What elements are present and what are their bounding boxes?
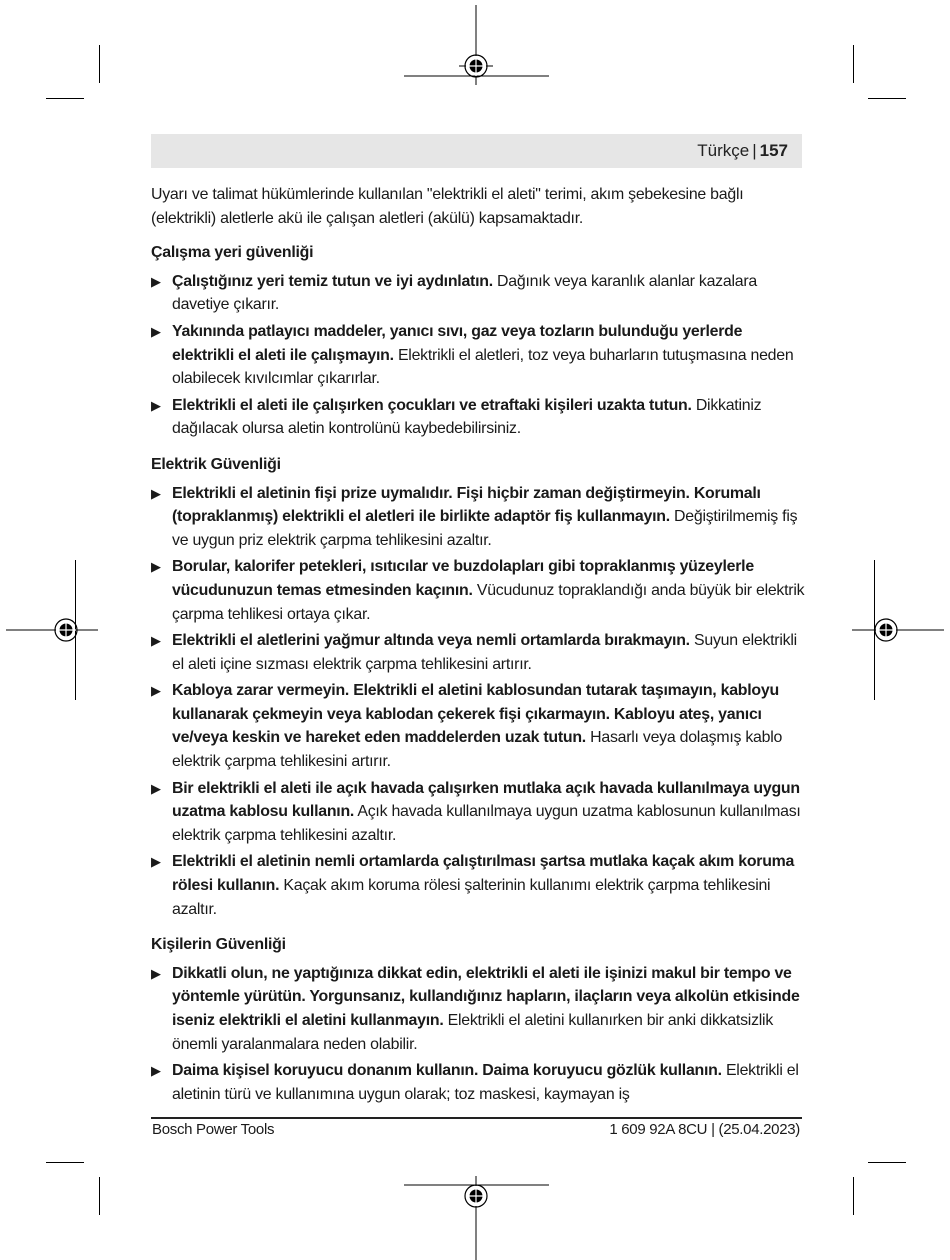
page-header bbox=[151, 134, 802, 168]
instruction-bold: Bir elektrikli el aleti ile açık havada çalışırken mutlaka açık havada kullanılmaya uygun uzatma kablosu kullanın. bbox=[172, 779, 800, 821]
header-language: Türkçe bbox=[697, 141, 750, 160]
crop-mark bbox=[853, 1177, 854, 1215]
registration-mark-icon bbox=[404, 1176, 549, 1260]
instruction-text: Dağınık veya karanlık alanlar kazalara davetiye çıkarır. bbox=[172, 272, 757, 314]
bullet-arrow-icon: ▶ bbox=[151, 397, 161, 413]
bullet-arrow-icon: ▶ bbox=[151, 273, 161, 289]
list-item bbox=[151, 962, 806, 1056]
page-number: 157 bbox=[759, 141, 788, 160]
instruction-bold: Kabloya zarar vermeyin. Elektrikli el aletini kablosundan tutarak taşımayın, kabloyu kullanarak çekmeyin veya kablodan çekerek fişi çıkarmayın. Kabloyu ateş, yanıcı ve/veya keskin ve hareket eden maddelerden uzak tutun. bbox=[172, 682, 779, 747]
intro-paragraph: Uyarı ve talimat hükümlerinde kullanılan "elektrikli el aleti" terimi, akım şebekesine bağlı (elektrikli) aletlerle akü ile çalışan aletleri (akülü) kapsamaktadır. bbox=[151, 186, 744, 227]
instruction-bold: Elektrikli el aletlerini yağmur altında veya nemli ortamlarda bırakmayın. bbox=[172, 632, 690, 650]
crop-mark bbox=[868, 98, 906, 99]
bullet-arrow-icon: ▶ bbox=[151, 323, 161, 339]
list-item bbox=[151, 1059, 806, 1106]
list-item bbox=[151, 679, 806, 773]
bullet-arrow-icon: ▶ bbox=[151, 485, 161, 501]
instruction-bold: Yakınında patlayıcı maddeler, yanıcı sıvı, gaz veya tozların bulunduğu yerlerde elektrikli el aleti ile çalışmayın. bbox=[172, 322, 743, 364]
registration-mark-icon bbox=[404, 5, 549, 85]
list-item bbox=[151, 320, 806, 391]
list-item bbox=[151, 270, 806, 317]
bullet-arrow-icon: ▶ bbox=[151, 633, 161, 649]
bullet-arrow-icon: ▶ bbox=[151, 1063, 161, 1079]
section-heading: Elektrik Güvenliği bbox=[151, 455, 281, 473]
list-item bbox=[151, 394, 806, 441]
instruction-text: Kaçak akım koruma rölesi şalterinin kullanımı elektrik çarpma tehlikesini azaltır. bbox=[172, 877, 771, 918]
page-body bbox=[151, 183, 806, 1118]
crop-mark bbox=[99, 45, 100, 83]
footer-brand: Bosch Power Tools bbox=[152, 1121, 275, 1138]
crop-mark bbox=[868, 1162, 906, 1163]
instruction-text: Hasarlı veya dolaşmış kablo elektrik çarpma tehlikesini artırır. bbox=[172, 729, 783, 771]
list-item bbox=[151, 555, 806, 626]
registration-mark-icon bbox=[6, 606, 98, 654]
bullet-list bbox=[151, 482, 806, 922]
instruction-bold: Çalıştığınız yeri temiz tutun ve iyi aydınlatın. bbox=[172, 272, 493, 290]
instruction-text: Dikkatiniz dağılacak olursa aletin kontrolünü kaybedebilirsiniz. bbox=[172, 396, 762, 438]
section-heading: Kişilerin Güvenliği bbox=[151, 936, 286, 954]
instruction-text: Vücudunuz topraklandığı anda büyük bir elektrik çarpma tehlikesi ortaya çıkar. bbox=[172, 581, 805, 623]
instruction-text: Elektrikli el aletini kullanırken bir anki dikkatsizlik önemli yaralanmalara neden olabilir. bbox=[172, 1012, 774, 1053]
list-item bbox=[151, 777, 806, 848]
crop-mark bbox=[853, 45, 854, 83]
instruction-bold: Dikkatli olun, ne yaptığınıza dikkat edin, elektrikli el aleti ile işinizi makul bir tempo ve yöntemle yürütün. Yorgunsanız, kullandığınız hapların, ilaçların veya alkolün etkisinde iseniz elektrikli el aletini kullanmayın. bbox=[172, 964, 800, 1029]
crop-mark bbox=[99, 1177, 100, 1215]
footer-rule bbox=[151, 1117, 802, 1119]
bullet-arrow-icon: ▶ bbox=[151, 780, 161, 796]
instruction-text: Açık havada kullanılmaya uygun uzatma kablosunun kullanılması elektrik çarpma tehlikesini azaltır. bbox=[172, 803, 801, 844]
instruction-bold: Elektrikli el aleti ile çalışırken çocukları ve etraftaki kişileri uzakta tutun. bbox=[172, 396, 692, 414]
instruction-bold: Daima kişisel koruyucu donanım kullanın. Daima koruyucu gözlük kullanın. bbox=[172, 1062, 722, 1080]
bullet-arrow-icon: ▶ bbox=[151, 559, 161, 575]
bullet-arrow-icon: ▶ bbox=[151, 965, 161, 981]
instruction-bold: Elektrikli el aletinin fişi prize uymalıdır. Fişi hiçbir zaman değiştirmeyin. Korumalı (topraklanmış) elektrikli el aletleri ile birlikte adaptör fiş kullanmayın. bbox=[172, 484, 761, 526]
crop-mark bbox=[46, 98, 84, 99]
section-heading: Çalışma yeri güvenliği bbox=[151, 244, 314, 262]
instruction-text: Suyun elektrikli el aleti içine sızması elektrik çarpma tehlikesini artırır. bbox=[172, 632, 797, 673]
crop-mark bbox=[46, 1162, 84, 1163]
instruction-text: Elektrikli el aletleri, toz veya buharların tutuşmasına neden olabilecek kıvılcımlar çıkarırlar. bbox=[172, 346, 794, 388]
bullet-arrow-icon: ▶ bbox=[151, 854, 161, 870]
bullet-list bbox=[151, 270, 806, 441]
instruction-bold: Elektrikli el aletinin nemli ortamlarda çalıştırılması şartsa mutlaka kaçak akım koruma rölesi kullanın. bbox=[172, 853, 795, 895]
instruction-text: Değiştirilmemiş fiş ve uygun priz elektrik çarpma tehlikesini azaltır. bbox=[172, 508, 798, 549]
bullet-arrow-icon: ▶ bbox=[151, 683, 161, 699]
registration-mark-icon bbox=[852, 606, 944, 654]
safety-sections bbox=[151, 241, 806, 1106]
list-item bbox=[151, 482, 806, 553]
instruction-text: Elektrikli el aletinin türü ve kullanımına uygun olarak; toz maskesi, kaymayan iş bbox=[172, 1062, 799, 1103]
instruction-bold: Borular, kalorifer petekleri, ısıtıcılar ve buzdolapları gibi topraklanmış yüzeylerle vücudunuzun temas etmesinden kaçının. bbox=[172, 558, 754, 599]
list-item bbox=[151, 629, 806, 676]
header-text: Türkçe | 157 bbox=[697, 141, 788, 160]
bullet-list bbox=[151, 962, 806, 1107]
footer-doc-id: 1 609 92A 8CU | (25.04.2023) bbox=[609, 1121, 800, 1138]
list-item bbox=[151, 850, 806, 921]
